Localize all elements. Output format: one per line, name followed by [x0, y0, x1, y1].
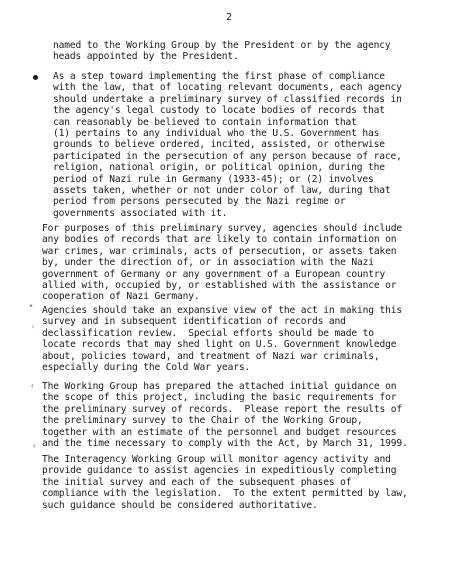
- margin-tick-mark-icon: ‹: [32, 441, 37, 450]
- paragraph-initial-guidance: The Working Group has prepared the attached initial guidance on the scope of this project, including the basic requirements for the preliminary survey of records. Please report the results of the preliminary survey to the Chair of the Working Group, together with an estimate of the personnel and budget resources and the time necessary to comply with the Act, by March 31, 1999.: [42, 381, 408, 450]
- page-number: 2: [226, 12, 233, 23]
- paragraph-expansive-view: Agencies should take an expansive view of the act in making this survey and in subsequent identification of records and declassification review. Special efforts should be made to locate records that may shed light on U.S. Government knowledge about, policies toward, and treatment of Nazi war criminals, especially during the Cold War years.: [42, 305, 403, 374]
- margin-tick-mark-icon: ‹: [30, 381, 35, 390]
- margin-tick-mark-icon: ‹: [31, 323, 36, 331]
- paragraph-monitor-agency-activity: The Interagency Working Group will monitor agency activity and provide guidance to assist agencies in expeditiously completing the initial survey and each of the subsequent phases of compliance with the legislation. To the extent permitted by law, such guidance should be considered authoritative.: [42, 454, 408, 511]
- paragraph-working-group-members: named to the Working Group by the President or by the agency heads appointed by the President.: [53, 40, 391, 63]
- bullet-icon: [33, 75, 38, 80]
- margin-check-mark-icon: ⋆: [28, 301, 35, 312]
- paragraph-purposes-of-survey: For purposes of this preliminary survey, agencies should include any bodies of records that are likely to contain information on war crimes, war criminals, acts of persecution, or assets taken by, under the direction of, or in association with the Nazi government of Germany or any government of a European country allied with, occupied by, or established with the assistance or cooperation of Nazi Germany.: [42, 223, 403, 303]
- paragraph-preliminary-survey: As a step toward implementing the first phase of compliance with the law, that of locating relevant documents, each agency should undertake a preliminary survey of classified records in the agency's legal custody to locate bodies of records that can reasonably be believed to contain information that (1) pertains to any individual who the U.S. Government has grounds to believe ordered, incited, assisted, or otherwise participated in the persecution of any person because of race, religion, national origin, or political opinion, during the period of Nazi rule in Germany (1933-45); or (2) involves assets taken, whether or not under color of law, during that period from persons persecuted by the Nazi regime or governments associated with it.: [53, 71, 402, 219]
